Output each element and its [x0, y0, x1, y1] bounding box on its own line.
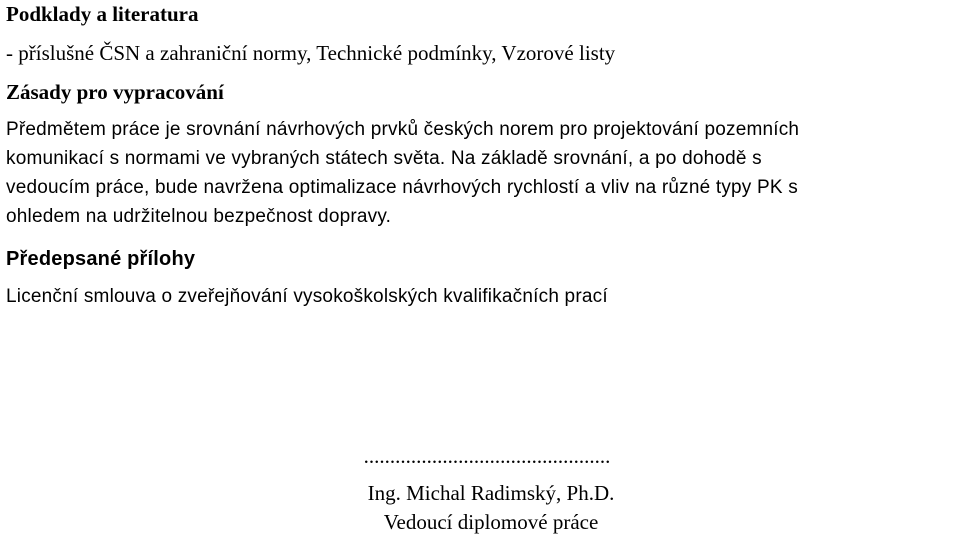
signature-dots: ...............................................	[363, 444, 611, 468]
zasady-line-2: komunikací s normami ve vybraných státech světa. Na základě srovnání, a po dohodě s	[6, 148, 762, 169]
signature-role: Vedoucí diplomové práce	[383, 510, 599, 534]
zasady-line-1: Předmětem práce je srovnání návrhových prvků českých norem pro projektování pozemních	[6, 119, 800, 140]
prilohy-text: Licenční smlouva o zveřejňování vysokoškolských kvalifikačních prací	[6, 286, 608, 307]
zasady-line-3: vedoucím práce, bude navržena optimalizace návrhových rychlostí a vliv na různé typy PK s	[6, 177, 798, 198]
signature-name: Ing. Michal Radimský, Ph.D.	[367, 481, 615, 505]
zasady-line-4: ohledem na udržitelnou bezpečnost dopravy.	[6, 206, 392, 227]
heading-podklady: Podklady a literatura	[6, 2, 199, 26]
zasady-paragraph	[6, 115, 958, 231]
podklady-text: - příslušné ČSN a zahraniční normy, Technické podmínky, Vzorové listy	[6, 41, 616, 65]
heading-prilohy: Předepsané přílohy	[6, 248, 196, 270]
heading-zasady: Zásady pro vypracování	[6, 80, 224, 104]
